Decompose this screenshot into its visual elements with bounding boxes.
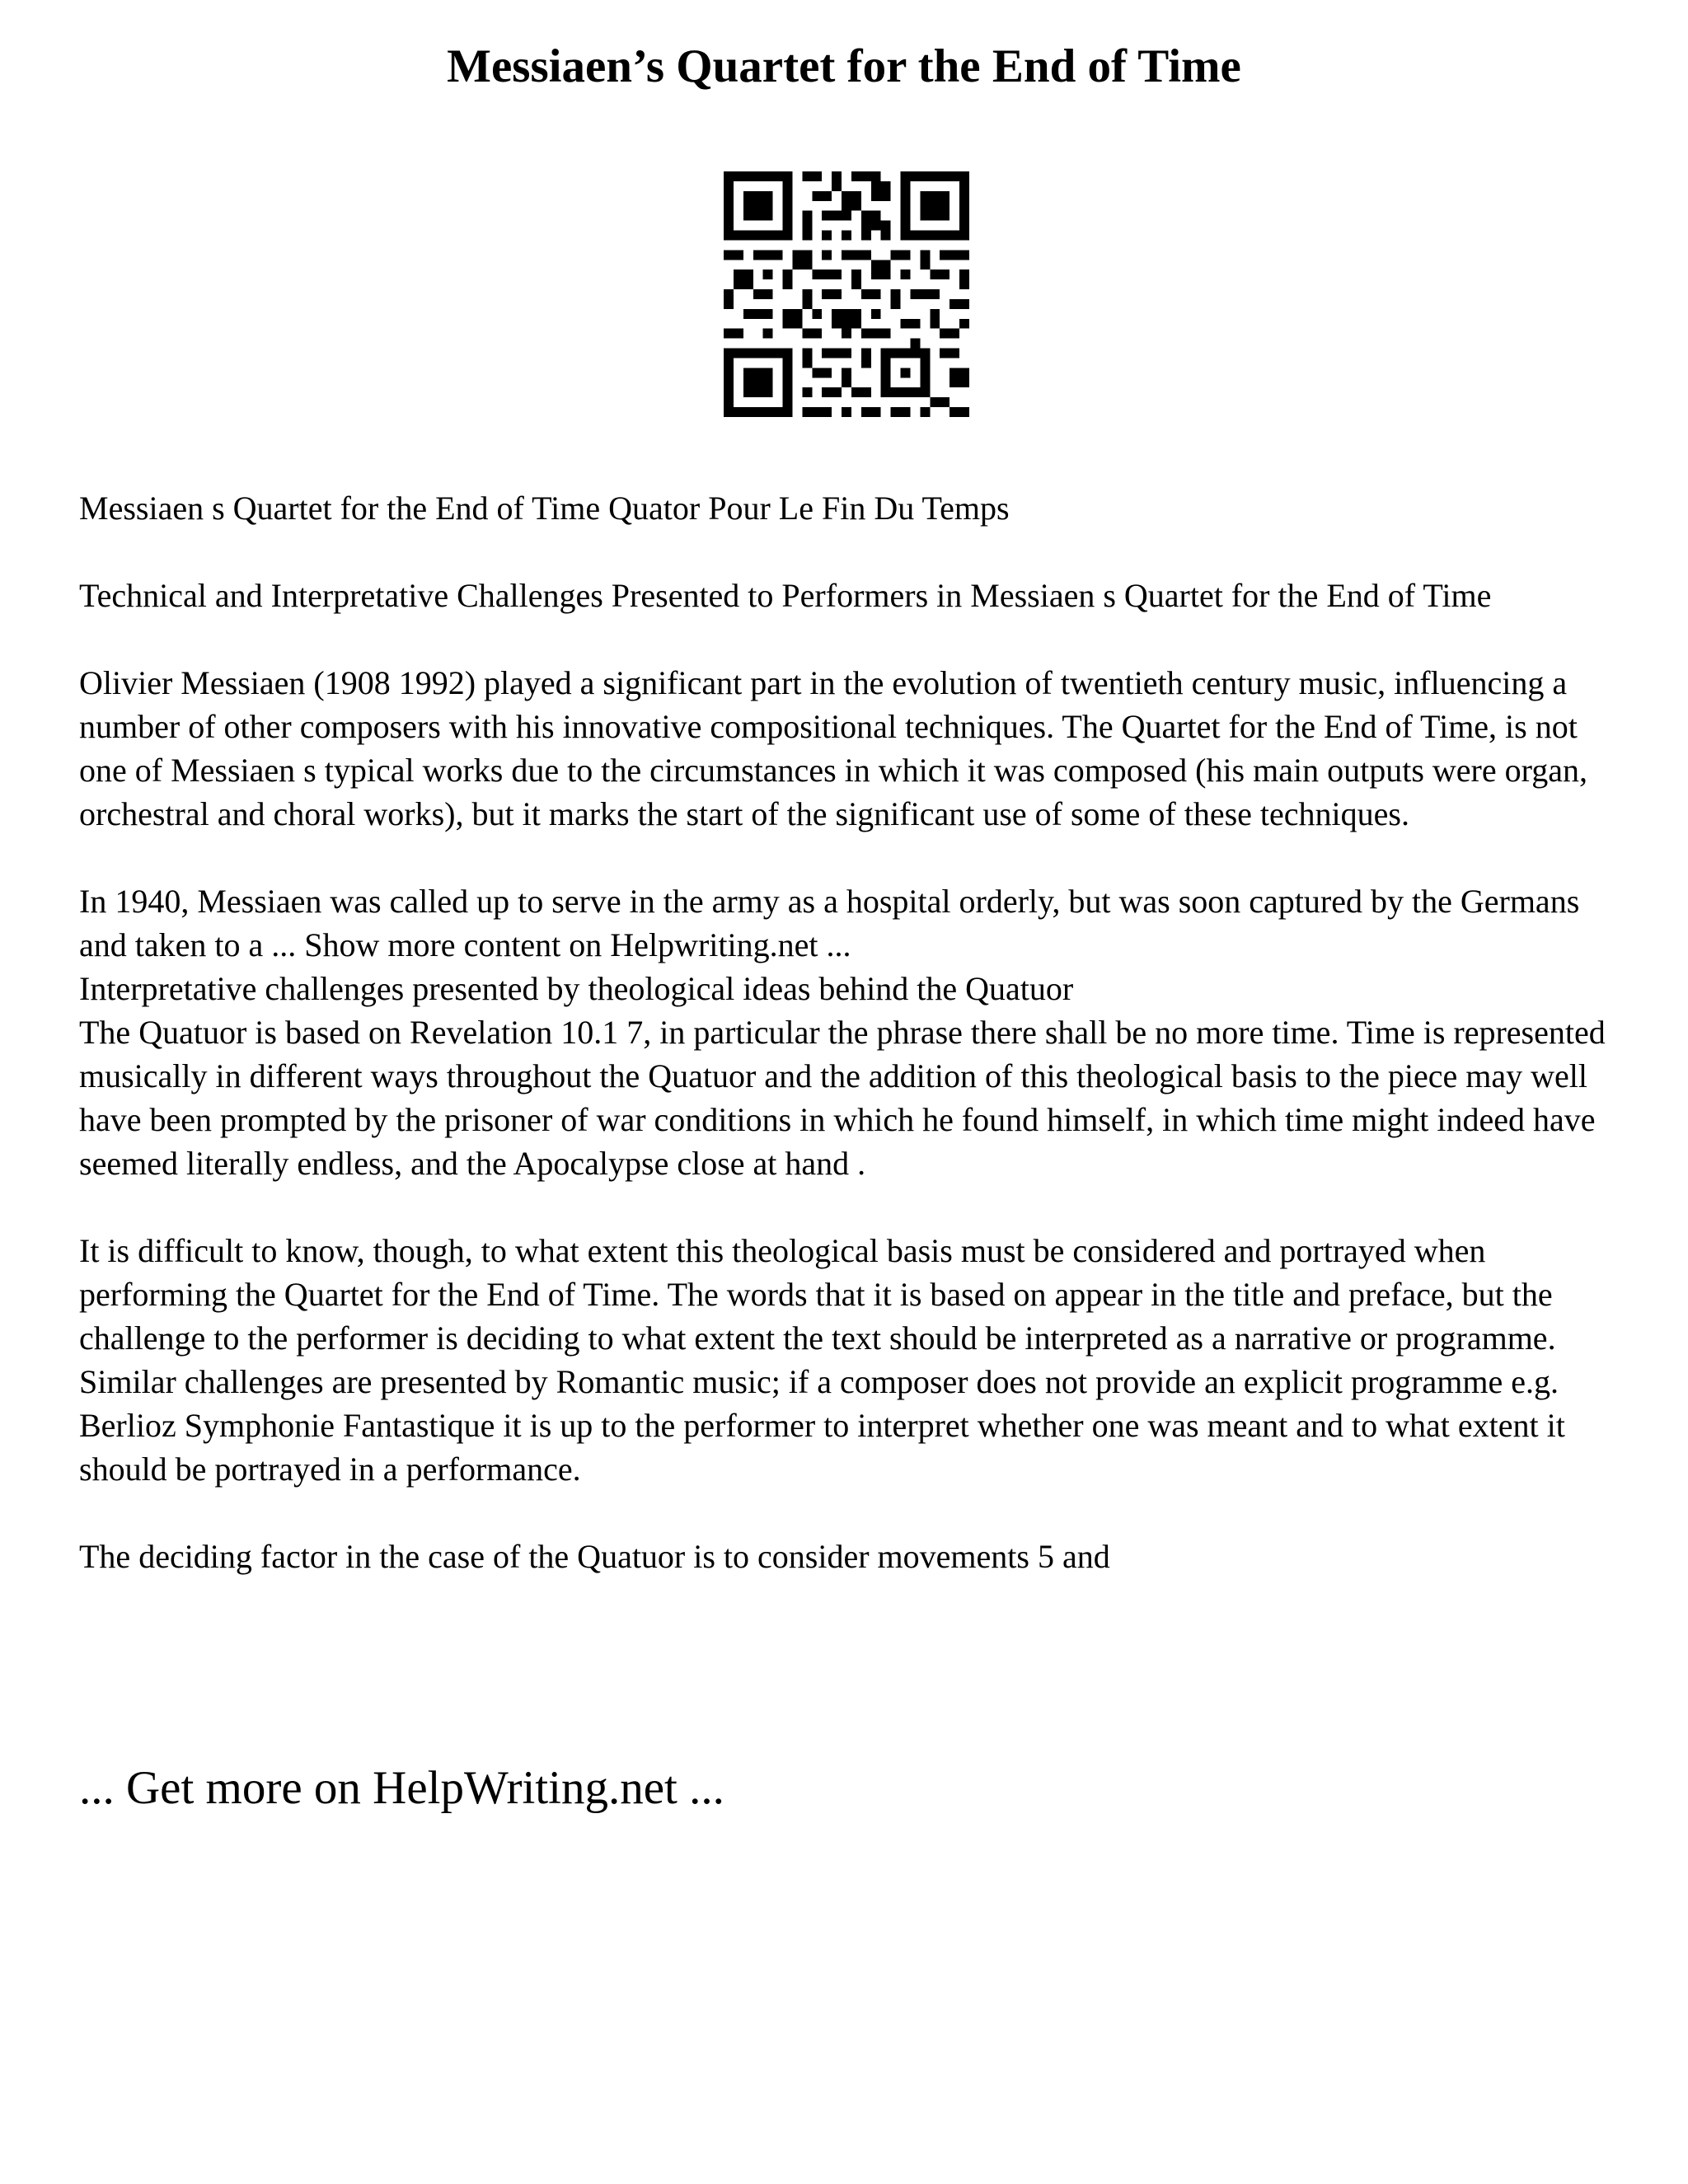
subtitle-line: Messiaen s Quartet for the End of Time Quator Pour Le Fin Du Temps [79, 490, 1010, 527]
paragraph-gap [79, 1185, 1629, 1229]
article-body [79, 486, 1629, 1578]
paragraph-gap [79, 617, 1629, 661]
paragraph-theological-basis: It is difficult to know, though, to what extent this theological basis must be considered and portrayed when performing the Quartet for the End of Time. The words that it is based on appear in the title and preface, but the challenge to the performer is deciding to what extent the text should be interpreted as a narrative or programme. [79, 1232, 1556, 1357]
paragraph-gap [79, 836, 1629, 879]
paragraph-revelation: The Quatuor is based on Revelation 10.1 7, in particular the phrase there shall be no more time. Time is represented musically in different ways throughout the Quatuor and the addition of this theological basis to the piece may well have been prompted by the prisoner of war conditions in which he found himself, in which time might indeed have seemed literally endless, and the Apocalypse close at hand . [79, 1014, 1606, 1182]
paragraph-gap [79, 1491, 1629, 1535]
paragraph-gap [79, 530, 1629, 574]
paragraph-1940: In 1940, Messiaen was called up to serve in the army as a hospital orderly, but was soon captured by the Germans and taken to a ... Show more content on Helpwriting.net ... [79, 883, 1580, 963]
get-more-link[interactable]: ... Get more on HelpWriting.net ... [79, 1762, 724, 1814]
section-heading-interpretative: Interpretative challenges presented by theological ideas behind the Quatuor [79, 970, 1074, 1007]
page-title: Messiaen’s Quartet for the End of Time [447, 40, 1241, 92]
paragraph-challenges-heading: Technical and Interpretative Challenges Presented to Performers in Messiaen s Quartet for the End of Time [79, 577, 1492, 614]
paragraph-romantic-music: Similar challenges are presented by Romantic music; if a composer does not provide an explicit programme e.g. Berlioz Symphonie Fantastique it is up to the performer to interpret whether one was meant and to what extent it should be portrayed in a performance. [79, 1363, 1565, 1488]
paragraph-deciding-factor: The deciding factor in the case of the Quatuor is to consider movements 5 and [79, 1538, 1110, 1575]
qr-code-icon[interactable] [724, 171, 969, 417]
paragraph-intro: Olivier Messiaen (1908 1992) played a significant part in the evolution of twentieth century music, influencing a number of other composers with his innovative compositional techniques. The Quartet for the End of Time, is not one of Messiaen s typical works due to the circumstances in which it was composed (his main outputs were organ, orchestral and choral works), but it marks the start of the significant use of some of these techniques. [79, 664, 1587, 832]
